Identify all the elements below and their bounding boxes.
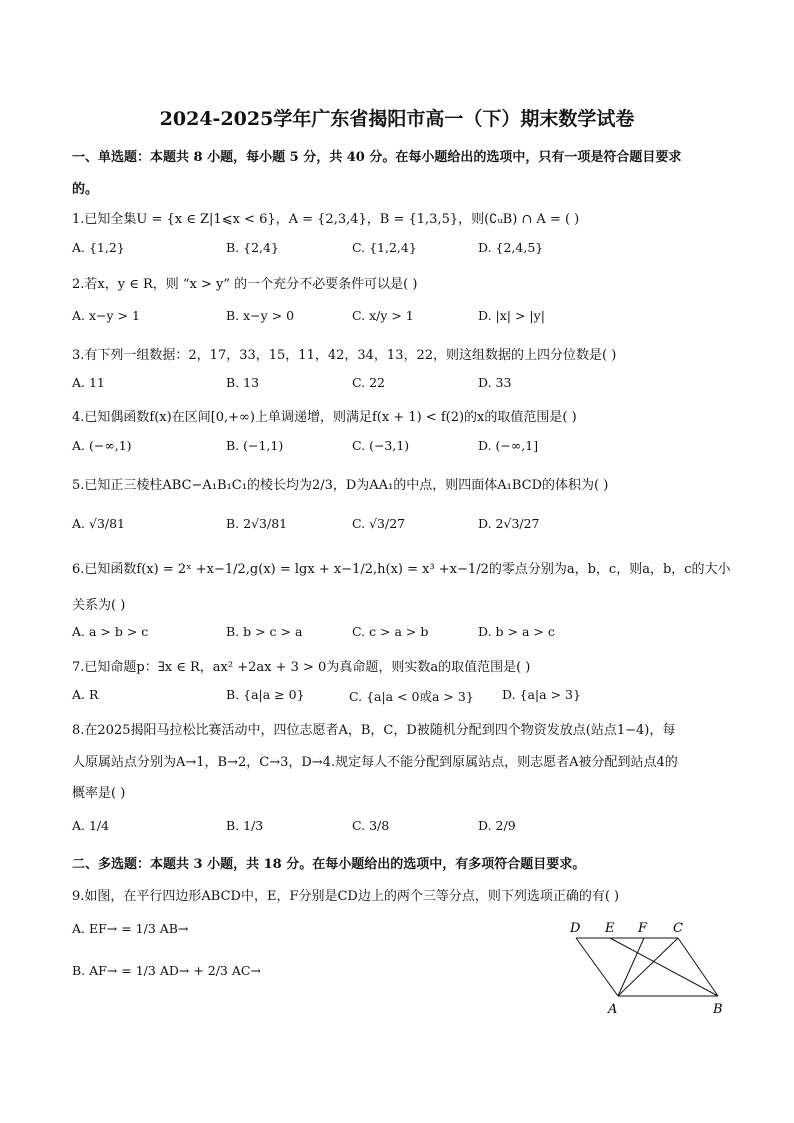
question-1-stem: 1.已知全集U = {x ∈ Z|1⩽x < 6}，A = {2,3,4}，B = {1,3,5}，则(∁ᵤB) ∩ A = ( ): [72, 212, 580, 227]
question-7-stem: 7.已知命题p：∃x ∈ R，ax² +2ax + 3 > 0为真命题，则实数a的取值范围是( ): [72, 660, 531, 675]
label-b: B: [713, 1002, 723, 1017]
section1-heading-cont: 的。: [72, 182, 99, 197]
section1-heading: 一、单选题：本题共 8 小题，每小题 5 分，共 40 分。在每小题给出的选项中，只有一项是符合题目要求: [72, 150, 682, 165]
q6-option-a: A. a > b > c: [72, 624, 149, 639]
q1-option-d: D. {2,4,5}: [478, 240, 544, 255]
label-a: A: [608, 1002, 618, 1017]
q4-option-b: B. (−1,1): [226, 438, 284, 453]
segment-eb: [610, 938, 718, 996]
q8-option-d: D. 2/9: [478, 818, 516, 833]
q8-option-c: C. 3/8: [352, 818, 390, 833]
q7-option-b: B. {a|a ≥ 0}: [226, 687, 305, 702]
question-3-stem: 3.有下列一组数据：2，17，33，15，11，42，34，13，22，则这组数据的上四分位数是( ): [72, 348, 617, 363]
question-4-stem: 4.已知偶函数f(x)在区间[0,+∞)上单调递增，则满足f(x + 1) < f(2)的x的取值范围是( ): [72, 410, 577, 425]
q4-option-a: A. (−∞,1): [72, 438, 132, 453]
q4-option-d: D. (−∞,1]: [478, 438, 539, 453]
q9-option-a: A. EF→ = 1/3 AB→: [72, 921, 189, 936]
q2-option-c: C. x/y > 1: [352, 308, 414, 323]
q6-option-b: B. b > c > a: [226, 624, 303, 639]
q8-option-b: B. 1/3: [226, 818, 264, 833]
q6-option-d: D. b > a > c: [478, 624, 555, 639]
q7-option-d: D. {a|a > 3}: [502, 687, 581, 702]
question-6-stem-cont: 关系为( ): [72, 598, 126, 613]
question-9-stem: 9.如图，在平行四边形ABCD中，E，F分别是CD边上的两个三等分点，则下列选项正确的有( ): [72, 889, 620, 904]
q5-option-d: D. 2√3/27: [478, 516, 540, 531]
question-8-stem-cont: 人原属站点分别为A→1，B→2，C→3，D→4.规定每人不能分配到原属站点，则志愿者A被分配到站点4的: [72, 755, 678, 770]
q1-option-b: B. {2,4}: [226, 240, 279, 255]
question-8-stem-cont2: 概率是( ): [72, 786, 126, 801]
q9-option-b: B. AF→ = 1/3 AD→ + 2/3 AC→: [72, 963, 261, 978]
question-8-stem: 8.在2025揭阳马拉松比赛活动中，四位志愿者A，B，C，D被随机分配到四个物资发放点(站点1−4)，每: [72, 723, 676, 738]
q3-option-d: D. 33: [478, 375, 512, 390]
section2-heading: 二、多选题：本题共 3 小题，共 18 分。在每小题给出的选项中，有多项符合题目要求。: [72, 857, 586, 872]
label-f: F: [638, 921, 648, 936]
q1-option-a: A. {1,2}: [72, 240, 125, 255]
q1-option-c: C. {1,2,4}: [352, 240, 417, 255]
q5-option-a: A. √3/81: [72, 516, 126, 531]
q5-option-b: B. 2√3/81: [226, 516, 288, 531]
q2-option-d: D. |x| > |y|: [478, 308, 545, 323]
edge-da: [576, 938, 618, 996]
q6-option-c: C. c > a > b: [352, 624, 429, 639]
q2-option-b: B. x−y > 0: [226, 308, 295, 323]
q7-option-a: A. R: [72, 687, 99, 702]
question-6-stem: 6.已知函数f(x) = 2ˣ +x−1/2,g(x) = lgx + x−1/2,h(x) = x³ +x−1/2的零点分别为a，b，c，则a，b，c的大小: [72, 562, 731, 577]
label-d: D: [570, 921, 581, 936]
q7-option-c: C. {a|a < 0或a > 3}: [349, 689, 474, 704]
page-title: 2024-2025学年广东省揭阳市高一（下）期末数学试卷: [159, 108, 635, 130]
segment-af: [618, 938, 644, 996]
q3-option-a: A. 11: [72, 375, 105, 390]
question-2-stem: 2.若x，y ∈ R，则 “x > y” 的一个充分不必要条件可以是( ): [72, 277, 418, 292]
question-5-stem: 5.已知正三棱柱ABC−A₁B₁C₁的棱长均为2/3，D为AA₁的中点，则四面体A₁BCD的体积为( ): [72, 478, 609, 493]
q2-option-a: A. x−y > 1: [72, 308, 140, 323]
label-e: E: [605, 921, 615, 936]
q8-option-a: A. 1/4: [72, 818, 110, 833]
q5-option-c: C. √3/27: [352, 516, 406, 531]
q4-option-c: C. (−3,1): [352, 438, 410, 453]
parallelogram-figure: [560, 916, 740, 1022]
q3-option-c: C. 22: [352, 375, 385, 390]
q3-option-b: B. 13: [226, 375, 260, 390]
label-c: C: [673, 921, 683, 936]
edge-cb: [678, 938, 718, 996]
